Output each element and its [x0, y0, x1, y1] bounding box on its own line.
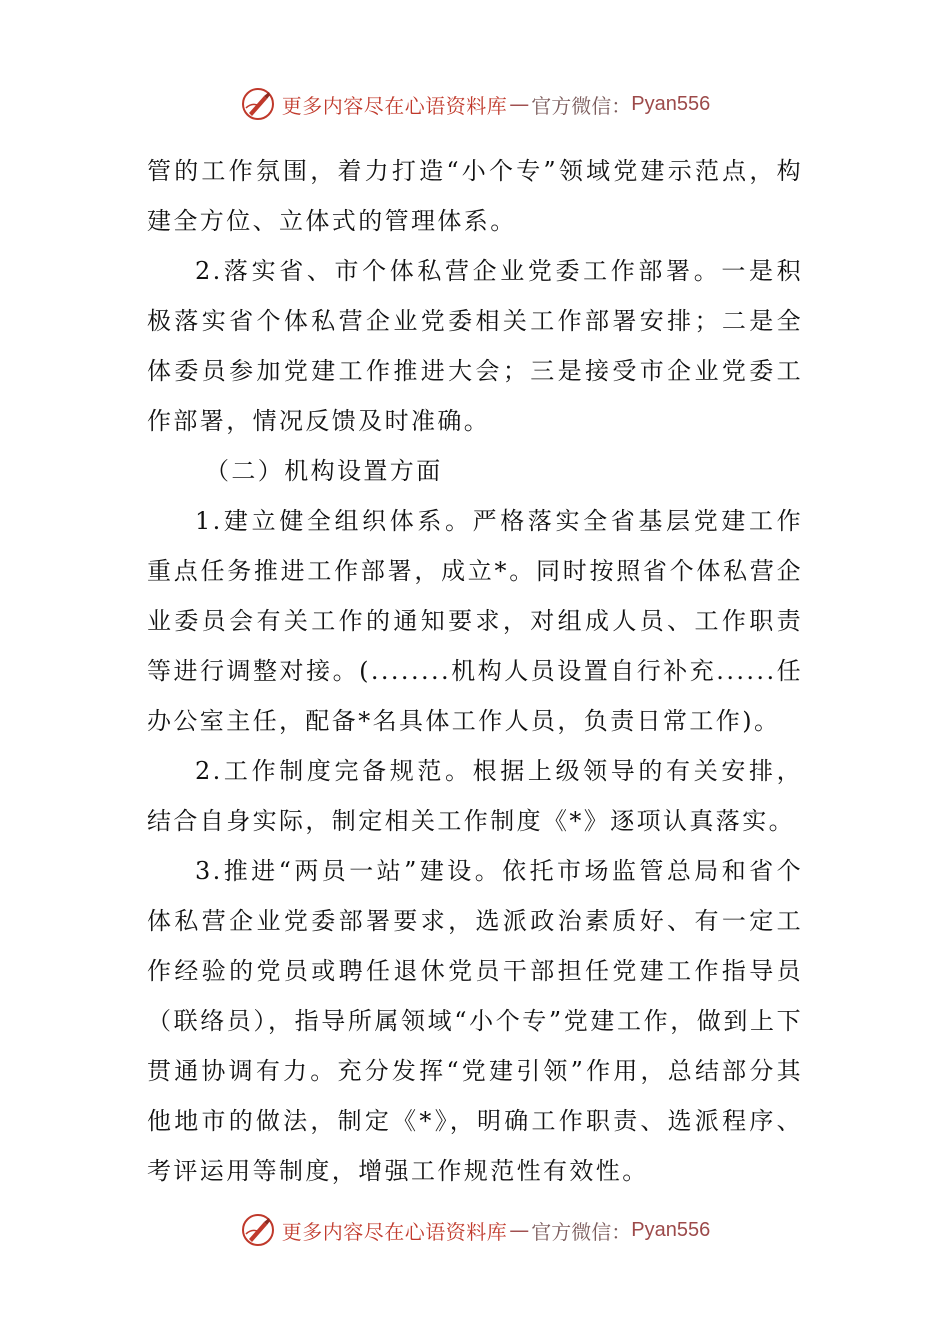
watermark-text: 更多内容尽在心语资料库: [281, 93, 508, 118]
section-heading: （二）机构设置方面: [205, 457, 443, 485]
paragraph: 2.工作制度完备规范。根据上级领导的有关安排，结合自身实际，制定相关工作制度《*》逐项认真落实。: [147, 757, 803, 835]
watermark-wechat-label: 官方微信：: [531, 1219, 632, 1244]
pen-logo-icon: [240, 1212, 276, 1248]
paragraph: 1.建立健全组织体系。严格落实全省基层党建工作重点任务推进工作部署，成立*。同时按照省个体私营企业委员会有关工作的通知要求，对组成人员、工作职责等进行调整对接。(........机构人员设置自行补充......任办公室主任，配备*名具体工作人员，负责日常工作)。: [147, 507, 803, 735]
watermark-footer: [0, 1210, 950, 1250]
watermark-text: 更多内容尽在心语资料库: [281, 1219, 508, 1244]
pen-logo-icon: [240, 86, 276, 122]
watermark-wechat-id: Pyan556: [631, 92, 711, 115]
watermark-separator: —: [509, 92, 530, 116]
watermark-header: [0, 84, 950, 124]
watermark-wechat-label: 官方微信：: [531, 93, 632, 118]
paragraph: 管的工作氛围，着力打造“小个专”领域党建示范点，构建全方位、立体式的管理体系。: [147, 157, 803, 235]
paragraph: 3.推进“两员一站”建设。依托市场监管总局和省个体私营企业党委部署要求，选派政治素质好、有一定工作经验的党员或聘任退休党员干部担任党建工作指导员（联络员），指导所属领域“小个专”党建工作，做到上下贯通协调有力。充分发挥“党建引领”作用，总结部分其他地市的做法，制定《*》，明确工作职责、选派程序、考评运用等制度，增强工作规范性有效性。: [147, 857, 803, 1185]
paragraph: 2.落实省、市个体私营企业党委工作部署。一是积极落实省个体私营企业党委相关工作部署安排；二是全体委员参加党建工作推进大会；三是接受市企业党委工作部署，情况反馈及时准确。: [147, 257, 803, 435]
watermark-separator: —: [509, 1218, 530, 1242]
watermark-wechat-id: Pyan556: [631, 1218, 711, 1241]
document-body: [147, 146, 803, 1196]
